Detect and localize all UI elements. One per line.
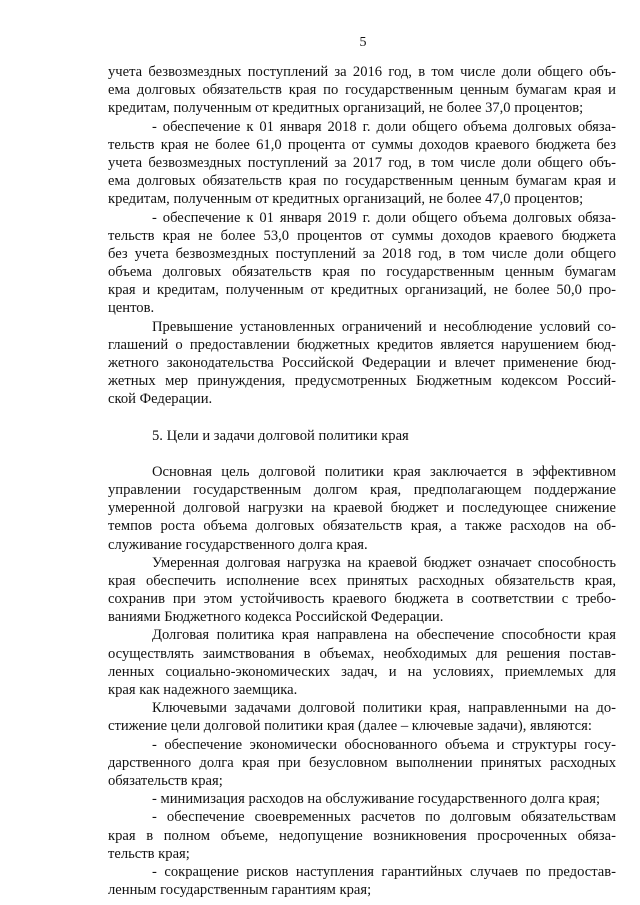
text-line: - минимизация расходов на обслуживание государственного долга края; [152, 791, 601, 808]
text-line: управлении государственным долгом края, предполагающем поддержание [108, 481, 616, 498]
text-line: ваниями Бюджетного кодекса Российской Федерации. [108, 609, 444, 626]
list-item-debt-structure [108, 736, 616, 791]
text-line: сохранив при этом устойчивость краевого бюджета в соответствии с требо- [108, 591, 616, 608]
text-line: глашений о предоставлении бюджетных кредитов является нарушением бюд- [108, 336, 616, 353]
paragraph-borrowing [108, 626, 616, 699]
list-item-minimize-costs [108, 790, 616, 808]
text-line: Ключевыми задачами долговой политики края, направленными на до- [152, 700, 616, 717]
text-line: осуществлять заимствования в объемах, необходимых для решения постав- [108, 645, 616, 662]
text-line: жетных мер принуждения, предусмотренных Бюджетным кодексом Россий- [108, 373, 616, 390]
text-line: темпов роста объема долговых обязательств края, а также расходов на об- [108, 518, 616, 535]
text-line: обязательств края; [108, 772, 223, 789]
text-line: центов. [108, 300, 155, 317]
paragraph-violation [108, 318, 616, 409]
section-heading [108, 427, 616, 445]
text-line: Долговая политика края направлена на обеспечение способности края [152, 627, 616, 644]
text-line: тельств края не более 61,0 процента от суммы доходов краевого бюджета без [108, 136, 616, 153]
text-line: кредитам, полученным от кредитных организаций, не более 47,0 процентов; [108, 191, 584, 208]
list-item-guarantee-risks [108, 863, 616, 899]
text-line: кредитам, полученным от кредитных организаций, не более 37,0 процентов; [108, 100, 584, 117]
text-line: - сокращение рисков наступления гарантийных случаев по предостав- [152, 863, 616, 880]
text-line: - обеспечение экономически обоснованного объема и структуры госу- [152, 736, 616, 753]
text-line: края как надежного заемщика. [108, 682, 298, 698]
text-line: Умеренная долговая нагрузка на краевой бюджет означает способность [152, 554, 616, 571]
paragraph-key-tasks [108, 699, 616, 735]
paragraph-2018-target [108, 118, 616, 209]
text-line: объема долговых обязательств края по государственным ценным бумагам [108, 264, 616, 281]
text-line: ской Федерации. [108, 391, 213, 408]
text-line: тельств края не более 53,0 процентов от суммы доходов краевого бюджета [108, 227, 616, 244]
text-line: - обеспечение к 01 января 2019 г. доли общего объема долговых обяза- [152, 209, 616, 226]
list-item-timely-payments [108, 808, 616, 863]
text-line: - обеспечение своевременных расчетов по долговым обязательствам [152, 809, 616, 826]
text-line: края и кредитам, полученным от кредитных организаций, не более 50,0 про- [108, 282, 616, 299]
paragraph-main-goal [108, 463, 616, 554]
text-line: - обеспечение к 01 января 2018 г. доли общего объема долговых обяза- [152, 118, 616, 135]
text-line: ема долговых обязательств края по государственным ценным бумагам края и [108, 82, 616, 99]
text-line: ленных социально-экономических задач, и на условиях, приемлемых для [108, 663, 616, 680]
text-line: служивание государственного долга края. [108, 536, 368, 553]
text-line: ленным государственным гарантиям края; [108, 882, 372, 899]
text-line: Превышение установленных ограничений и несоблюдение условий со- [152, 318, 616, 335]
text-line: тельств края; [108, 845, 190, 862]
section-title: 5. Цели и задачи долговой политики края [152, 427, 409, 444]
paragraph-moderate-load [108, 554, 616, 627]
paragraph-continuation [108, 63, 616, 118]
text-line: дарственного долга края при безусловном выполнении принятых расходных [108, 754, 616, 771]
text-line: учета безвозмездных поступлений за 2017 год, в том числе доли общего объ- [108, 154, 616, 171]
text-line: ема долговых обязательств края по государственным ценным бумагам края и [108, 173, 616, 190]
text-line: жетного законодательства Российской Федерации и влечет применение бюд- [108, 355, 616, 371]
text-line: края в полном объеме, недопущение возникновения просроченных обяза- [108, 827, 616, 844]
text-line: без учета безвозмездных поступлений за 2018 год, в том числе доли общего [108, 245, 616, 262]
text-line: Основная цель долговой политики края заключается в эффективном [152, 463, 616, 480]
text-line: стижение цели долговой политики края (далее – ключевые задачи), являются: [108, 718, 592, 735]
text-line: края обеспечить исполнение всех принятых расходных обязательств края, [108, 572, 616, 589]
text-line: умеренной долговой нагрузки на краевой бюджет и последующее снижение [108, 500, 616, 517]
paragraph-2019-target [108, 209, 616, 318]
page-number: 5 [359, 35, 367, 50]
text-line: учета безвозмездных поступлений за 2016 год, в том числе доли общего объ- [108, 64, 616, 80]
